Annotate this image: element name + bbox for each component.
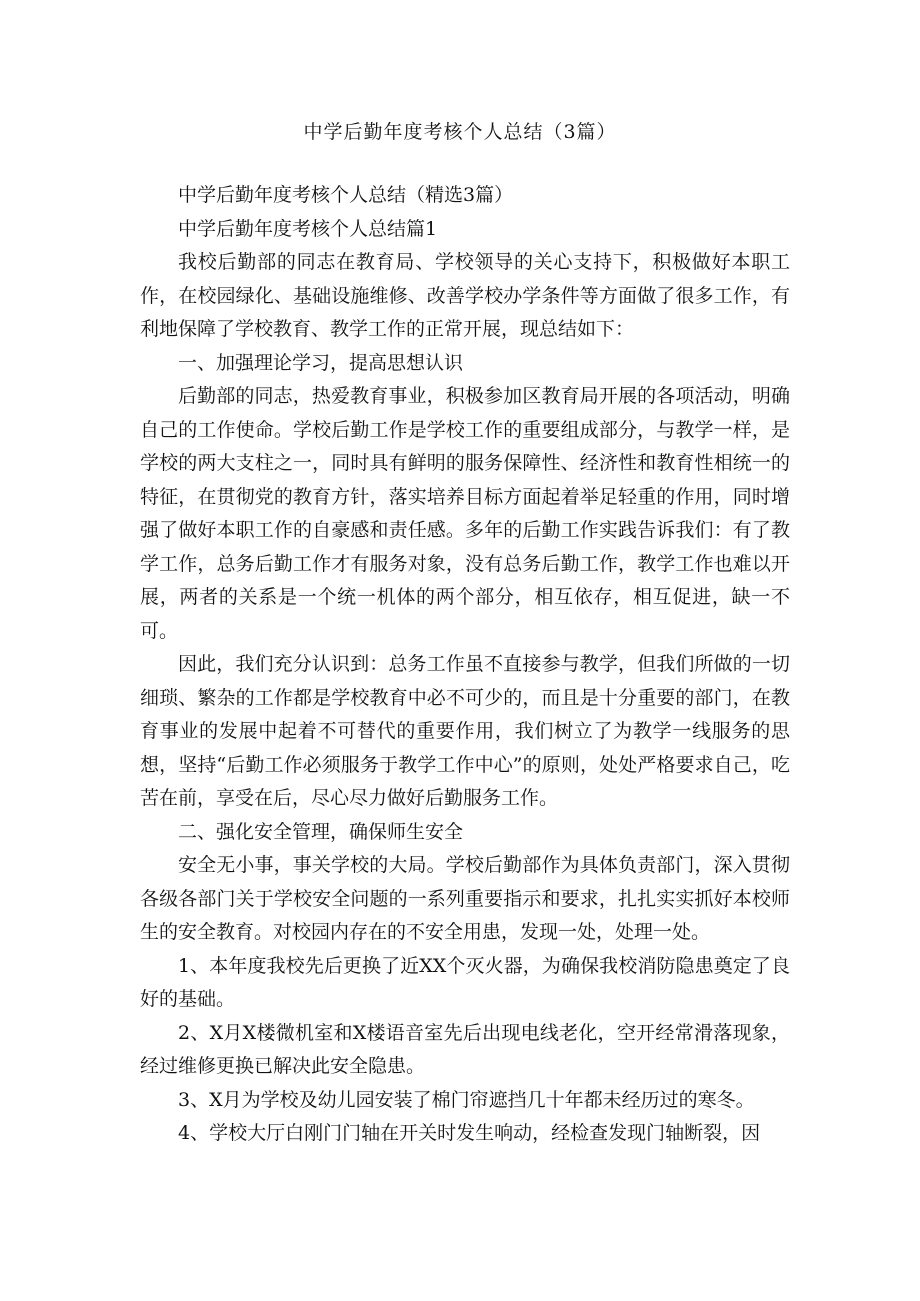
section-title: 中学后勤年度考核个人总结篇1: [178, 217, 438, 240]
subtitle: 中学后勤年度考核个人总结（精选3篇）: [178, 184, 514, 206]
list-item: 4、学校大厅白刚门门轴在开关时发生响动，经检查发现门轴断裂，因: [178, 1122, 761, 1144]
list-item: 3、X月为学校及幼儿园安装了棉门帘遮挡几十年都未经历过的寒冬。: [178, 1088, 755, 1111]
heading-one: 一、加强理论学习，提高思想认识: [178, 351, 464, 374]
intro-paragraph: 我校后勤部的同志在教育局、学校领导的关心支持下，积极做好本职工作，在校园绿化、基础设施维修、改善学校办学条件等方面做了很多工作，有利地保障了学校教育、教学工作的正常开展，现总结如下：: [140, 251, 790, 340]
document-title: 中学后勤年度考核个人总结（3篇）: [303, 121, 617, 143]
paragraph: 安全无小事，事关学校的大局。学校后勤部作为具体负责部门，深入贯彻各级各部门关于学校安全问题的一系列重要指示和要求，扎扎实实抓好本校师生的安全教育。对校园内存在的不安全用患，发现一处，处理一处。: [140, 854, 790, 943]
document-body: [140, 179, 790, 1151]
list-item: 2、X月X楼微机室和X楼语音室先后出现电线老化，空开经常滑落现象，经过维修更换已解决此安全隐患。: [140, 1021, 790, 1077]
paragraph: 后勤部的同志，热爱教育事业，积极参加区教育局开展的各项活动，明确自己的工作使命。学校后勤工作是学校工作的重要组成部分，与教学一样，是学校的两大支柱之一，同时具有鲜明的服务保障性、经济性和教育性相统一的特征，在贯彻党的教育方针，落实培养目标方面起着举足轻重的作用，同时增强了做好本职工作的自豪感和责任感。多年的后勤工作实践告诉我们：有了教学工作，总务后勤工作才有服务对象，没有总务后勤工作，教学工作也难以开展，两者的关系是一个统一机体的两个部分，相互依存，相互促进，缺一不可。: [140, 385, 790, 642]
list-item: 1、本年度我校先后更换了近XX个灭火器，为确保我校消防隐患奠定了良好的基础。: [140, 954, 790, 1010]
heading-two: 二、强化安全管理，确保师生安全: [178, 820, 464, 843]
paragraph: 因此，我们充分认识到：总务工作虽不直接参与教学，但我们所做的一切细琐、繁杂的工作都是学校教育中必不可少的，而且是十分重要的部门，在教育事业的发展中起着不可替代的重要作用，我们树立了为教学一线服务的思想，坚持“后勤工作必须服务于教学工作中心”的原则，处处严格要求自己，吃苦在前，享受在后，尽心尽力做好后勤服务工作。: [140, 653, 790, 809]
